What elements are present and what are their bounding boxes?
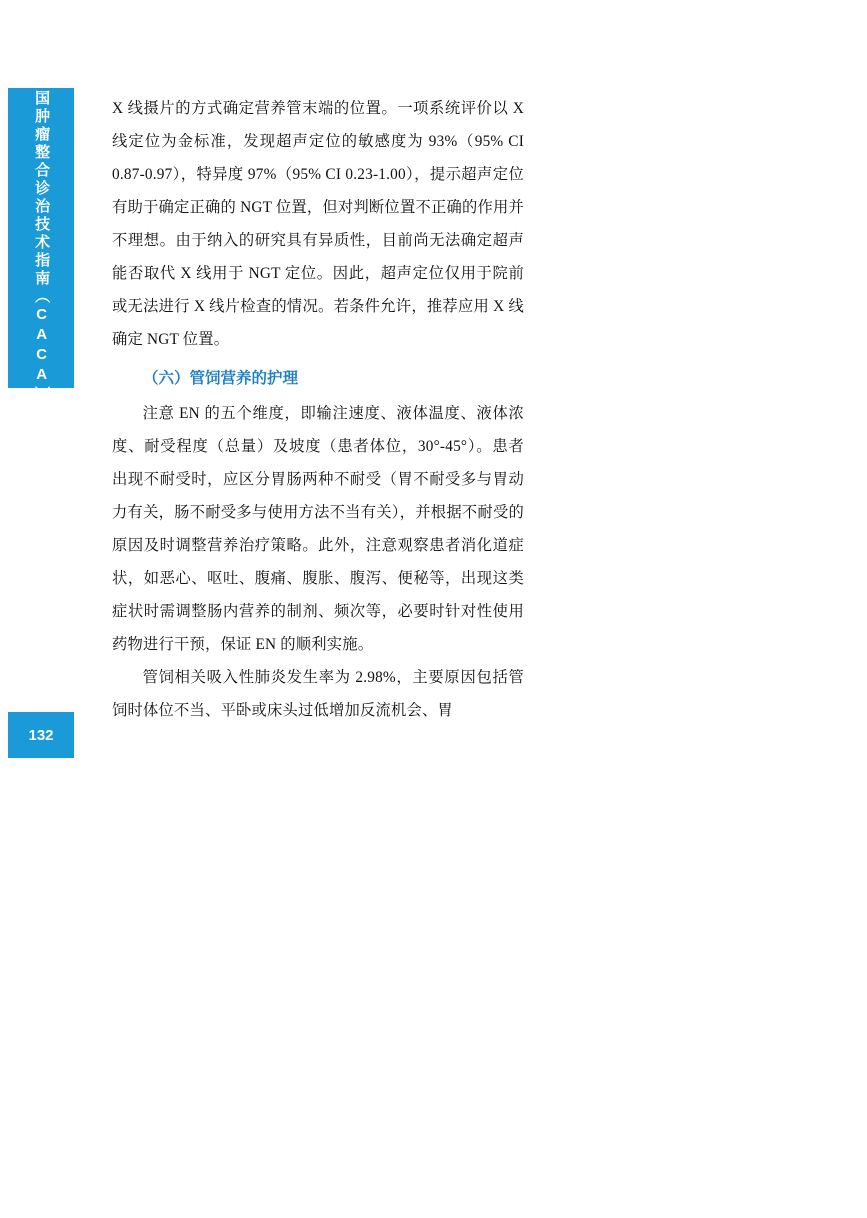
side-tab-book-title [8,72,74,404]
paragraph-3: 管饲相关吸入性肺炎发生率为 2.98%，主要原因包括管饲时体位不当、平卧或床头过低增加反流机会、胃 [112,669,524,719]
section-heading: （六）管饲营养的护理 [143,370,299,387]
paragraph-2: 注意 EN 的五个维度，即输注速度、液体温度、液体浓度、耐受程度（总量）及坡度（患者体位，30°-45°）。患者出现不耐受时，应区分胃肠两种不耐受（胃不耐受多与胃动力有关，肠不耐受多与使用方法不当有关），并根据不耐受的原因及时调整营养治疗策略。此外，注意观察患者消化道症状，如恶心、呕吐、腹痛、腹胀、腹泻、便秘等，出现这类症状时需调整肠内营养的制剂、频次等，必要时针对性使用药物进行干预，保证 EN 的顺利实施。 [112,405,524,653]
page-number: 132 [28,726,54,744]
side-tab-label: 中国肿瘤整合诊治技术指南（CACA） [33,72,51,404]
page-body-text [112,92,524,727]
page-number-block [8,712,74,758]
paragraph-1: X 线摄片的方式确定营养管末端的位置。一项系统评价以 X 线定位为金标准，发现超声定位的敏感度为 93%（95% CI 0.87-0.97），特异度 97%（95% CI 0.23-1.00），提示超声定位有助于确定正确的 NGT 位置，但对判断位置不正确的作用并不理想。由于纳入的研究具有异质性，目前尚无法确定超声能否取代 X 线用于 NGT 定位。因此，超声定位仅用于院前或无法进行 X 线片检查的情况。若条件允许，推荐应用 X 线确定 NGT 位置。 [112,100,524,348]
